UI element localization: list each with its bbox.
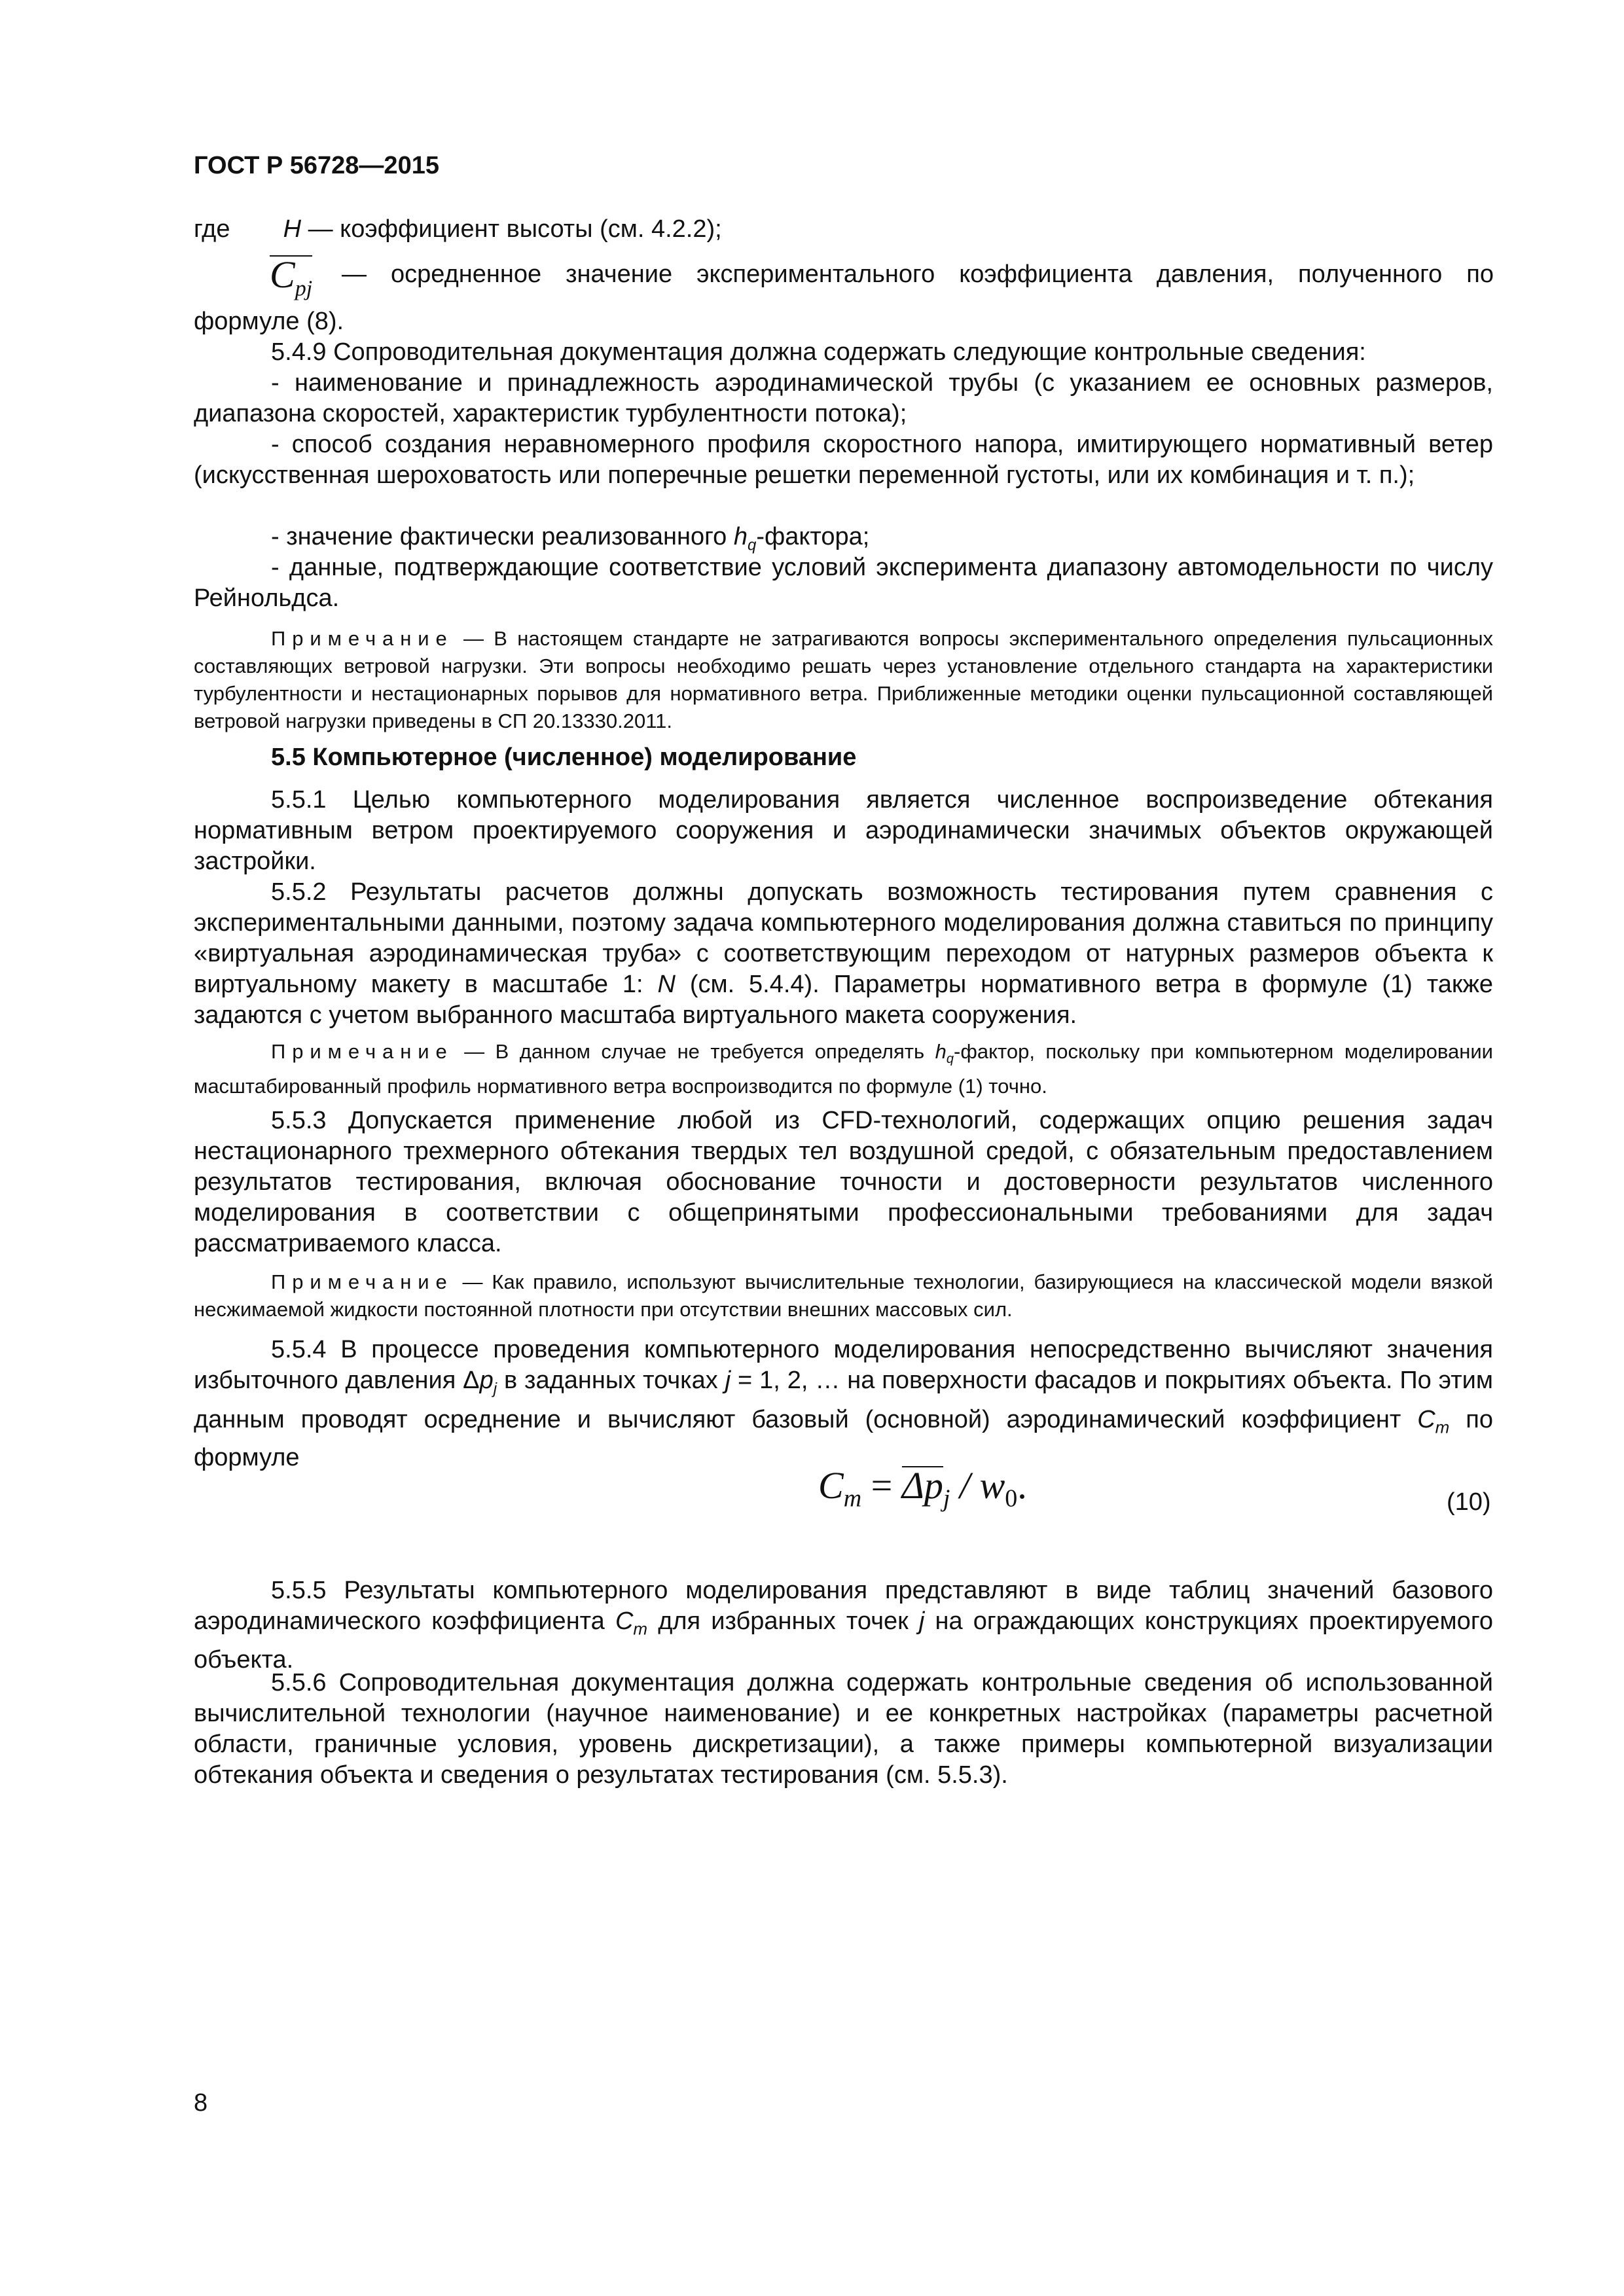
- list-item-wind-tunnel: - наименование и принадлежность аэродинамической трубы (с указанием ее основных размеров, диапазона скоростей, характеристик турбулентности потока);: [194, 369, 1493, 427]
- list-item-reynolds: - данные, подтверждающие соответствие условий эксперимента диапазону автомодельности по числу Рейнольдса.: [194, 554, 1493, 612]
- para-5-5-4: 5.5.4 В процессе проведения компьютерного моделирования непосредственно вычисляют значения избыточного давления $\Delta p_j$ в заданных точках j = 1, 2, … на поверхности фасадов и покрытиях объекта. По этим данным проводят осреднение и вычисляют базовый (основной) аэродинамический коэффициент $C_m$ по формуле: [194, 1336, 1493, 1472]
- formula-10: $C_m = \Delta p_j / w_0$.: [818, 1464, 1027, 1513]
- cpj-symbol: $C_{pj}$: [270, 253, 313, 301]
- page-number: 8: [194, 2089, 208, 2117]
- note-label: Примечание: [271, 627, 454, 650]
- note-hq-factor: Примечание — В данном случае не требуется определять $h_q$-фактор, поскольку при компьютерном моделировании масштабированный профиль нормативного ветра воспроизводится по формуле (1) точно.: [194, 1040, 1494, 1098]
- h-symbol: H: [283, 215, 302, 243]
- para-5-5-3: 5.5.3 Допускается применение любой из CFD-технологий, содержащих опцию решения задач нестационарного трехмерного обтекания твердых тел воздушной средой, с обязательным предоставлением результатов тестирования, включая обоснование точности и достоверности результатов численного моделирования в соответствии с общепринятыми профессиональными требованиями для задач рассматриваемого класса.: [194, 1107, 1493, 1257]
- list-item-hq-factor: - значение фактически реализованного $h_q$-фактора;: [271, 523, 870, 554]
- formula-number: (10): [1447, 1488, 1491, 1516]
- where-h-line: [194, 214, 1493, 245]
- para-5-5-1: 5.5.1 Целью компьютерного моделирования является численное воспроизведение обтекания нормативным ветром проектируемого сооружения и аэродинамически значимых объектов окружающей застройки.: [194, 786, 1493, 875]
- cpj-definition: — осредненное значение экспериментального коэффициента давления, полученного по: [342, 260, 1494, 288]
- h-definition: — коэффициент высоты (см. 4.2.2);: [301, 215, 722, 243]
- para-5-5-2: 5.5.2 Результаты расчетов должны допускать возможность тестирования путем сравнения с экспериментальными данными, поэтому задача компьютерного моделирования должна ставиться по принципу «виртуальная аэродинамическая труба» с соответствующим переходом от натурных размеров объекта к виртуальному макету в масштабе 1: N (см. 5.4.4). Параметры нормативного ветра в формуле (1) также задаются с учетом выбранного масштаба виртуального макета сооружения.: [194, 878, 1494, 1029]
- list-item-profile-method: - способ создания неравномерного профиля скоростного напора, имитирующего нормативный ветер (искусственная шероховатость или поперечные решетки переменной густоты, или их комбинация и т. п.);: [194, 431, 1493, 489]
- para-5-5-6: 5.5.6 Сопроводительная документация должна содержать контрольные сведения об использованной вычислительной технологии (научное наименование) и ее конкретных настройках (параметры расчетной области, граничные условия, уровень дискретизации), а также примеры компьютерной визуализации обтекания объекта и сведения о результатах тестирования (см. 5.5.3).: [194, 1669, 1493, 1789]
- para-5-4-9: 5.4.9 Сопроводительная документация должна содержать следующие контрольные сведения:: [271, 338, 1366, 366]
- note-pulsation: Примечание — В настоящем стандарте не затрагиваются вопросы экспериментального определения пульсационных составляющих ветровой нагрузки. Эти вопросы необходимо решать через установление отдельного стандарта на характеристики турбулентности и нестационарных порывов для нормативного ветра. Приближенные методики оценки пульсационной составляющей ветровой нагрузки приведены в СП 20.13330.2011.: [194, 627, 1493, 732]
- note-label: Примечание: [271, 1270, 454, 1293]
- cpj-definition-cont: формуле (8).: [194, 308, 344, 335]
- para-5-5-5: 5.5.5 Результаты компьютерного моделирования представляют в виде таблиц значений базового аэродинамического коэффициента $C_m$ для избранных точек j на ограждающих конструкциях проектируемого объекта.: [194, 1577, 1493, 1674]
- where-label: где: [194, 215, 230, 243]
- doc-code-header: ГОСТ Р 56728—2015: [194, 152, 439, 179]
- section-heading-5-5: 5.5 Компьютерное (численное) моделирование: [271, 744, 857, 771]
- note-label: Примечание: [271, 1040, 454, 1063]
- note-cfd-tech: Примечание — Как правило, используют вычислительные технологии, базирующиеся на классической модели вязкой несжимаемой жидкости постоянной плотности при отсутствии внешних массовых сил.: [194, 1270, 1493, 1321]
